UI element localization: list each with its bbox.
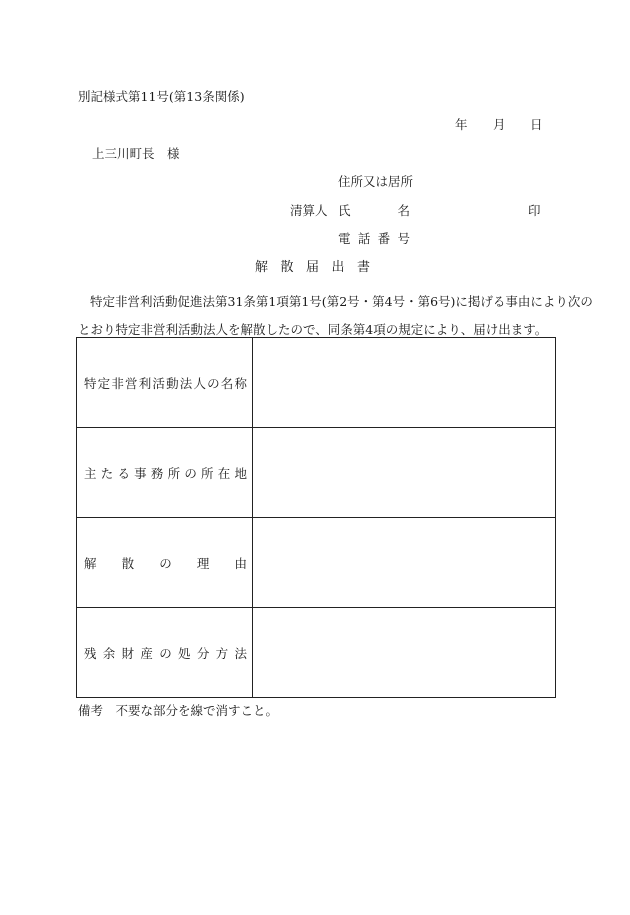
residual-assets-label: 残余財産の処分方法 xyxy=(84,645,247,661)
office-location-label: 主たる事務所の所在地 xyxy=(84,465,247,481)
row-label-cell xyxy=(77,428,253,518)
seal-label: 印 xyxy=(528,203,541,218)
body-line-1: 特定非営利活動促進法第31条第1項第1号(第2号・第4号・第6号)に掲げる事由により次の xyxy=(90,294,593,309)
liquidator-label: 清算人 xyxy=(290,203,328,218)
table-row xyxy=(77,608,556,698)
dissolution-reason-label: 解散の理由 xyxy=(84,555,247,571)
residual-assets-field[interactable] xyxy=(253,608,556,698)
phone-label: 電話番号 xyxy=(338,231,410,246)
remarks-note: 備考 不要な部分を線で消すこと。 xyxy=(78,703,279,718)
name-label: 氏名 xyxy=(338,203,410,218)
form-table xyxy=(76,337,556,698)
date-month-label: 月 xyxy=(493,117,506,132)
office-location-field[interactable] xyxy=(253,428,556,518)
corporation-name-field[interactable] xyxy=(253,338,556,428)
address-label: 住所又は居所 xyxy=(338,174,414,189)
dissolution-reason-field[interactable] xyxy=(253,518,556,608)
body-line-2: とおり特定非営利活動法人を解散したので、同条第4項の規定により、届け出ます。 xyxy=(78,322,548,337)
body-paragraph xyxy=(78,288,593,344)
row-label-cell xyxy=(77,518,253,608)
row-label-cell xyxy=(77,338,253,428)
table-row xyxy=(77,518,556,608)
form-number: 別記様式第11号(第13条関係) xyxy=(78,89,245,104)
row-label-cell xyxy=(77,608,253,698)
date-day-label: 日 xyxy=(530,117,543,132)
date-year-label: 年 xyxy=(455,117,468,132)
table-row xyxy=(77,428,556,518)
corporation-name-label: 特定非営利活動法人の名称 xyxy=(84,375,247,391)
addressee: 上三川町長 様 xyxy=(92,146,180,161)
document-title: 解散届出書 xyxy=(255,260,370,275)
table-row xyxy=(77,338,556,428)
